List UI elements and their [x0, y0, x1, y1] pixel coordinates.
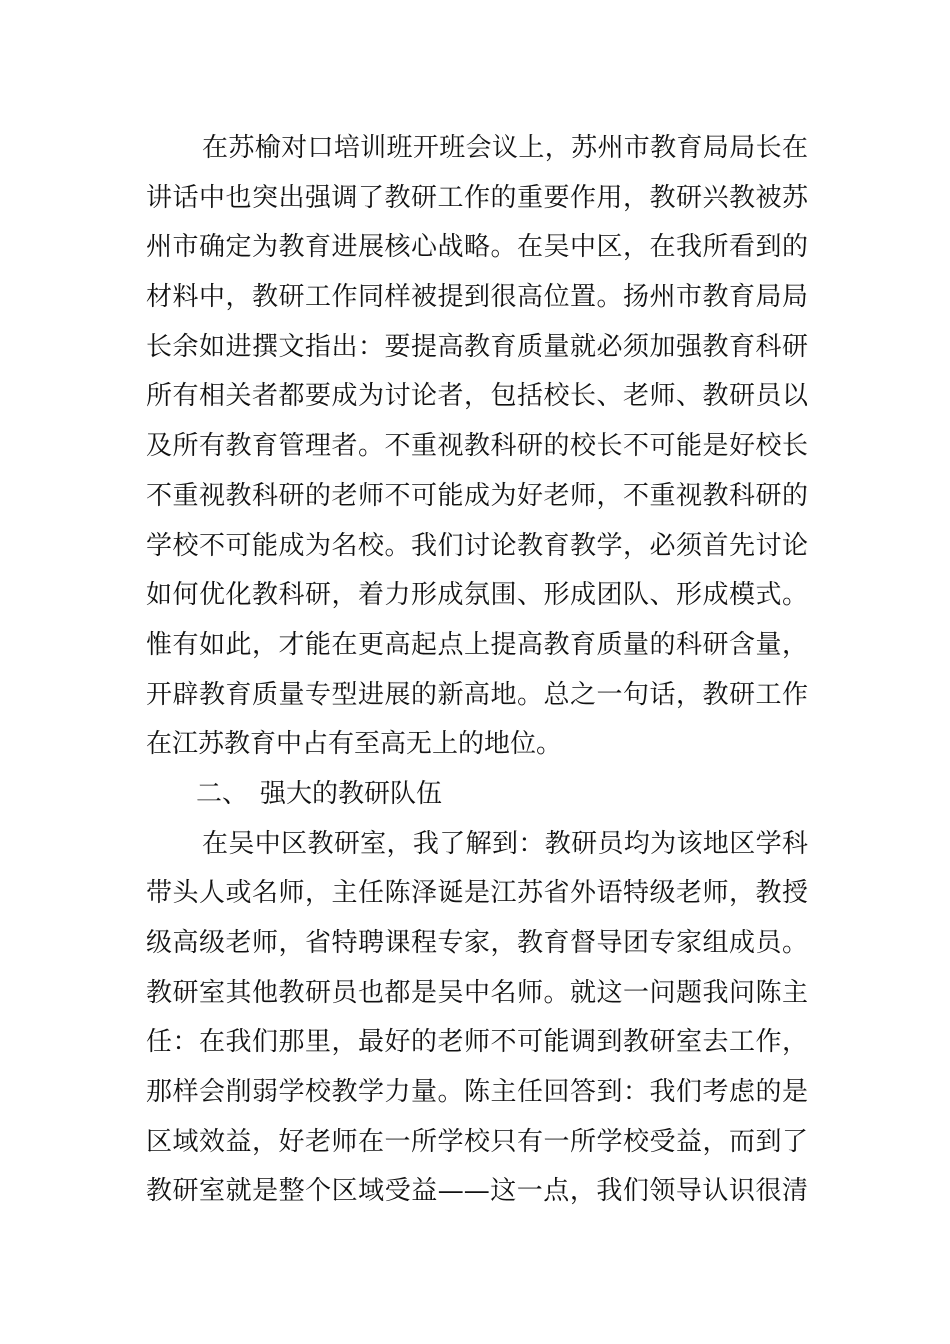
- paragraph-2: [146, 820, 808, 1218]
- paragraph-line: 在江苏教育中占有至高无上的地位。: [146, 729, 563, 760]
- paragraph-line: 教研室就是整个区域受益——这一点，我们领导认识很清: [146, 1176, 808, 1207]
- paragraph-line: 讲话中也突出强调了教研工作的重要作用，教研兴教被苏: [146, 182, 808, 213]
- paragraph-line: 长余如进撰文指出：要提高教育质量就必须加强教育科研: [146, 331, 808, 362]
- paragraph-line: 级高级老师，省特聘课程专家，教育督导团专家组成员。: [146, 928, 808, 958]
- paragraph-line: 区域效益，好老师在一所学校只有一所学校受益，而到了: [146, 1126, 808, 1157]
- paragraph-line: 教研室其他教研员也都是吴中名师。就这一问题我问陈主: [146, 977, 808, 1008]
- paragraph-line: 在吴中区教研室，我了解到：教研员均为该地区学科: [202, 828, 808, 859]
- section-heading: [146, 770, 808, 820]
- section-title: 强大的教研队伍: [260, 778, 443, 809]
- paragraph-line: 州市确定为教育进展核心战略。在吴中区，在我所看到的: [146, 232, 808, 263]
- document-body: [146, 124, 808, 1217]
- section-number: 二、: [196, 778, 249, 809]
- paragraph-line: 学校不可能成为名校。我们讨论教育教学，必须首先讨论: [146, 530, 808, 561]
- paragraph-line: 惟有如此，才能在更高起点上提高教育质量的科研含量，: [146, 629, 808, 660]
- paragraph-line: 带头人或名师，主任陈泽诞是江苏省外语特级老师，教授: [146, 878, 808, 909]
- paragraph-line: 不重视教科研的老师不可能成为好老师，不重视教科研的: [146, 480, 808, 511]
- paragraph-line: 及所有教育管理者。不重视教科研的校长不可能是好校长: [146, 431, 808, 462]
- paragraph-line: 任：在我们那里，最好的老师不可能调到教研室去工作，: [146, 1027, 808, 1058]
- paragraph-line: 在苏榆对口培训班开班会议上，苏州市教育局局长在: [202, 133, 808, 163]
- paragraph-line: 那样会削弱学校教学力量。陈主任回答到：我们考虑的是: [146, 1077, 808, 1108]
- paragraph-line: 所有相关者都要成为讨论者，包括校长、老师、教研员以: [146, 381, 808, 412]
- paragraph-line: 如何优化教科研，着力形成氛围、形成团队、形成模式。: [146, 580, 808, 611]
- paragraph-1: [146, 124, 808, 770]
- paragraph-line: 开辟教育质量专型进展的新高地。总之一句话，教研工作: [146, 679, 808, 710]
- paragraph-line: 材料中，教研工作同样被提到很高位置。扬州市教育局局: [146, 282, 808, 313]
